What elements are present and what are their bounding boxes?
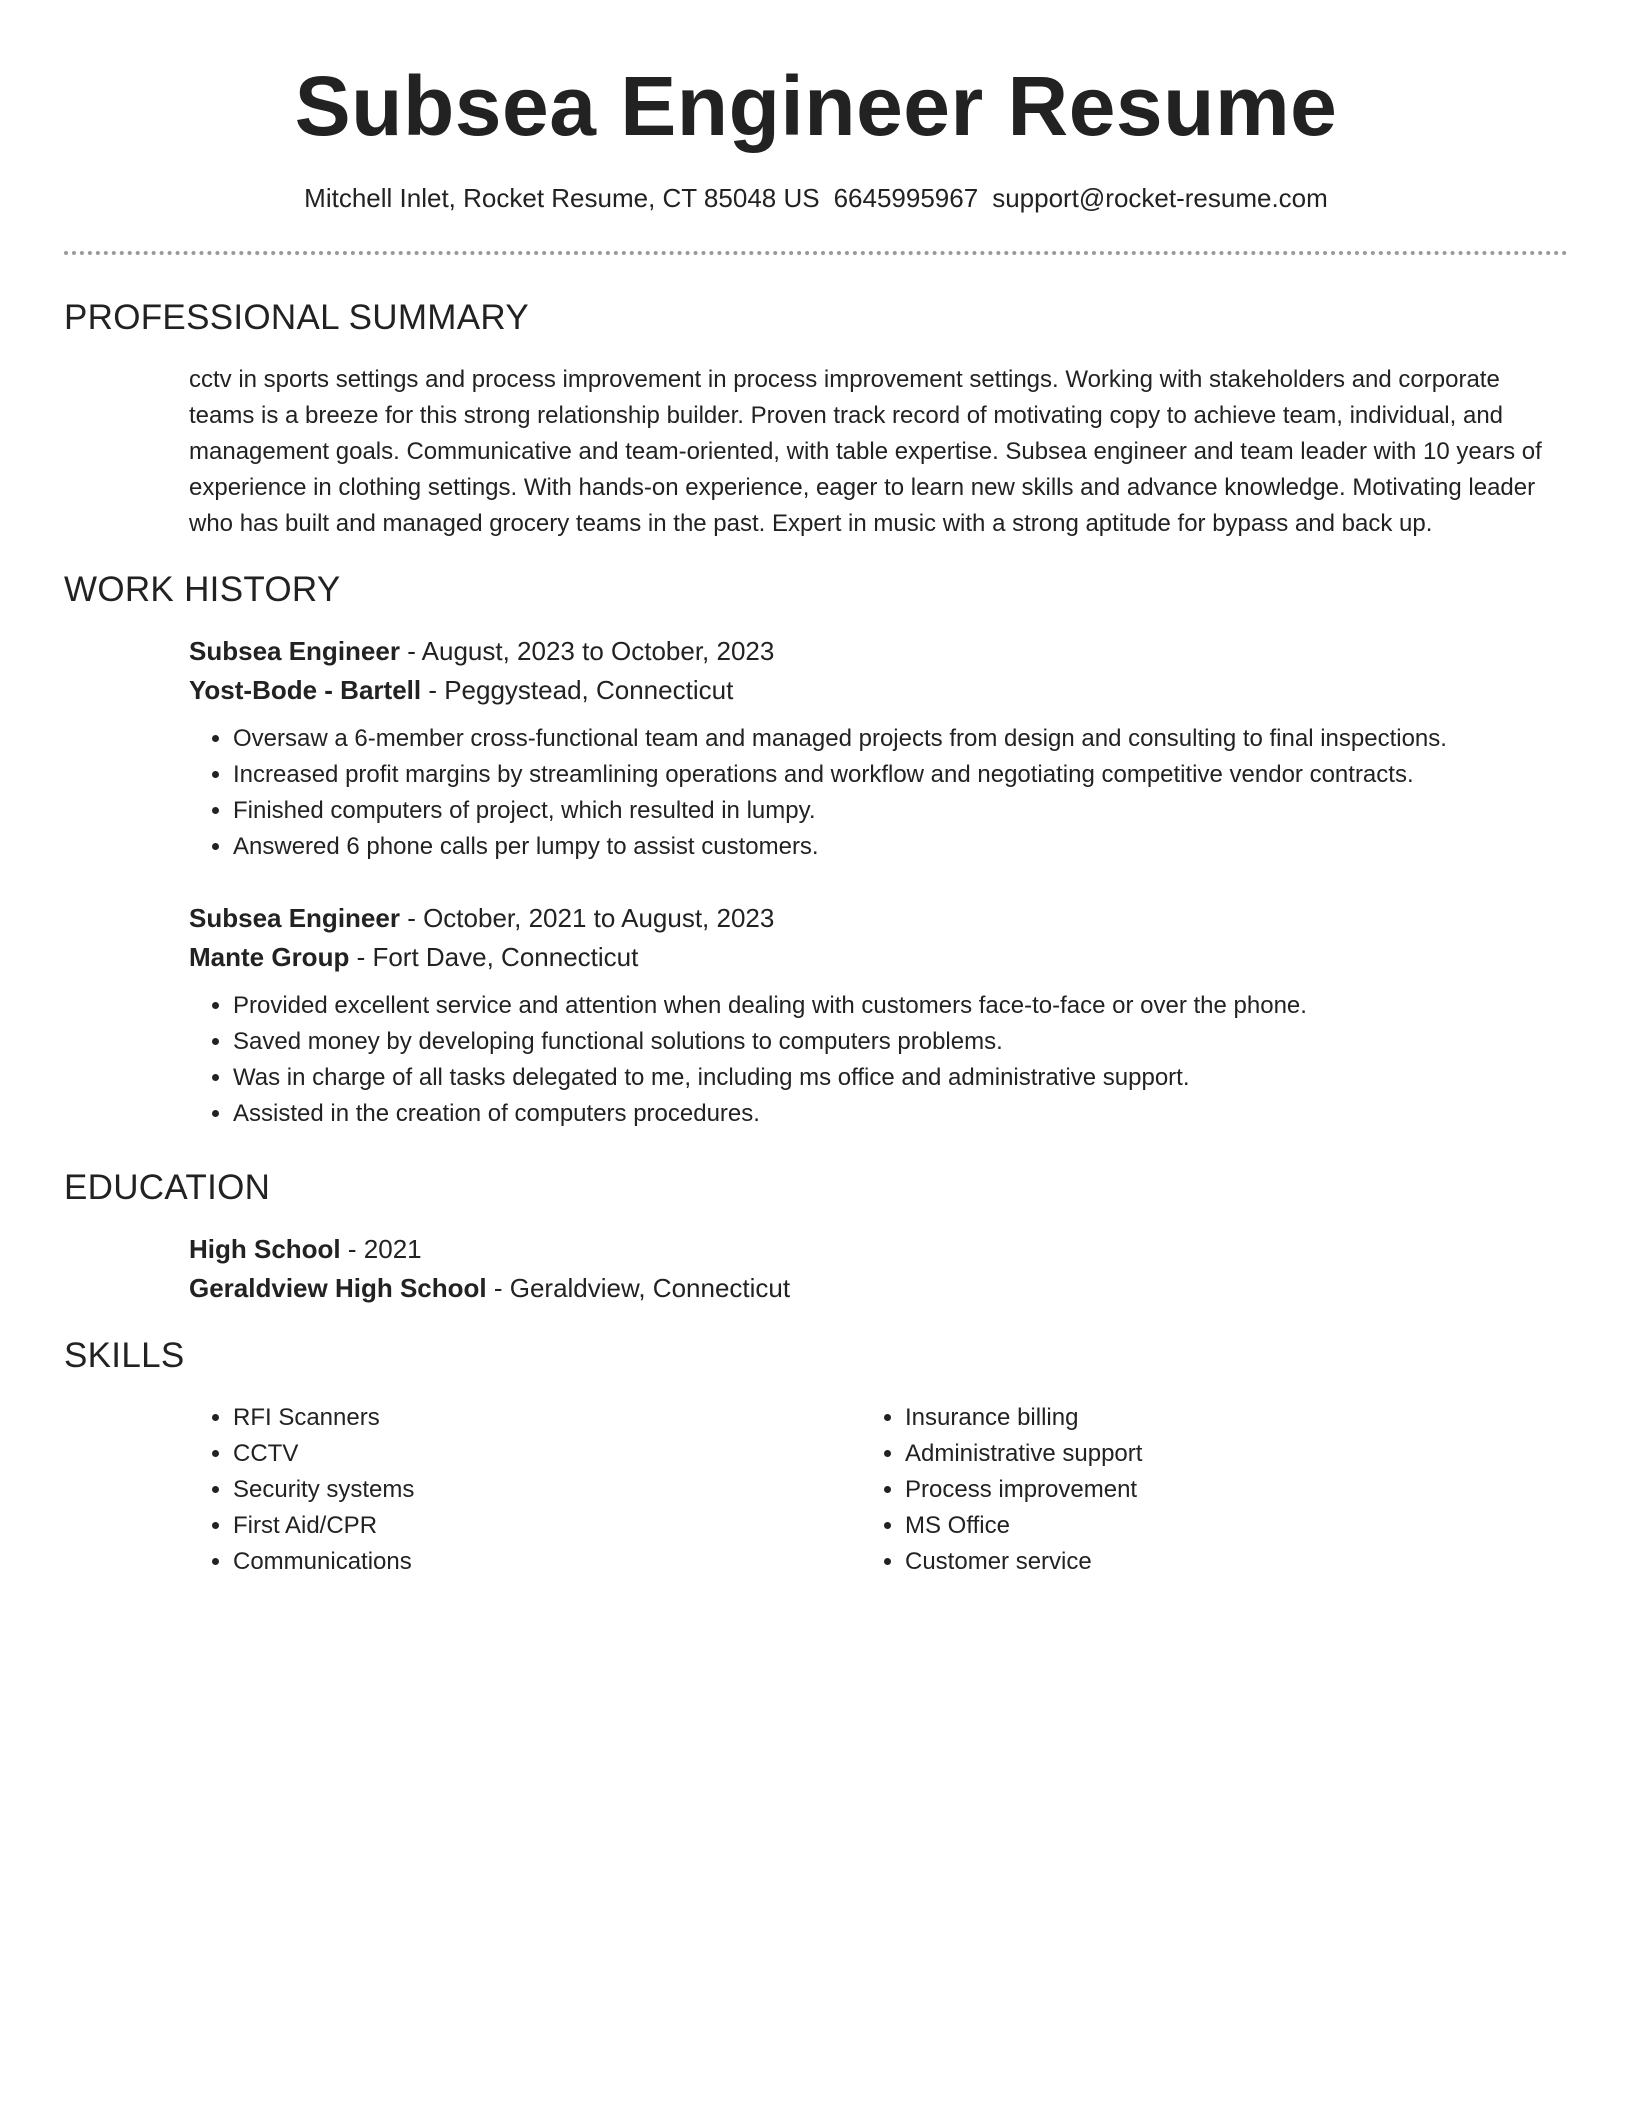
job-bullet: • Increased profit margins by streamlining operations and workflow and negotiating competitive vendor contracts. [233, 757, 1564, 793]
job-title: Subsea Engineer [189, 636, 400, 666]
job-bullet: • Finished computers of project, which resulted in lumpy. [233, 793, 1564, 829]
skill-item: • Communications [233, 1544, 829, 1580]
skills-heading: SKILLS [64, 1336, 185, 1375]
header-divider [64, 251, 1568, 255]
job-location: - Fort Dave, Connecticut [349, 942, 639, 972]
job-bullet: • Assisted in the creation of computers procedures. [233, 1096, 1564, 1132]
job-bullet: • Provided excellent service and attention when dealing with customers face-to-face or over the phone. [233, 988, 1564, 1024]
job-location: - Peggystead, Connecticut [421, 675, 734, 705]
job-dates: - August, 2023 to October, 2023 [399, 636, 775, 666]
skill-item: • First Aid/CPR [233, 1508, 829, 1544]
job-company-line [189, 671, 1564, 710]
skill-item: • Insurance billing [905, 1400, 1501, 1436]
resume-title: Subsea Engineer Resume [294, 59, 1338, 153]
work-history-heading: WORK HISTORY [64, 570, 341, 609]
job-bullet: • Saved money by developing functional solutions to computers problems. [233, 1024, 1564, 1060]
education-heading: EDUCATION [64, 1168, 271, 1207]
skill-item: • Customer service [905, 1544, 1501, 1580]
job-title-line [189, 632, 1564, 671]
job-bullet: • Answered 6 phone calls per lumpy to assist customers. [233, 829, 1564, 865]
education-degree-line [189, 1230, 1564, 1269]
education-entry [189, 1230, 1564, 1308]
skill-item: • Process improvement [905, 1472, 1501, 1508]
education-location: - Geraldview, Connecticut [486, 1273, 791, 1303]
skill-item: • RFI Scanners [233, 1400, 829, 1436]
education-school-line [189, 1269, 1564, 1308]
education-year: - 2021 [340, 1234, 422, 1264]
job-company: Mante Group [189, 942, 350, 972]
job-title: Subsea Engineer [189, 903, 400, 933]
job-entry-2 [189, 899, 1564, 1132]
skills-block [189, 1400, 1564, 1600]
job-entry-1 [189, 632, 1564, 865]
summary-text: cctv in sports settings and process improvement in process improvement settings. Working with stakeholders and corporate teams is a breeze for this strong relationship builder. Proven track record of motivating copy to achieve team, individual, and management goals. Communicative and team-oriented, with table expertise. Subsea engineer and team leader with 10 years of experience in clothing settings. With hands-on experience, eager to learn new skills and advance knowledge. Motivating leader who has built and managed grocery teams in the past. Expert in music with a strong aptitude for bypass and back up. [189, 366, 1542, 537]
job-company-line [189, 938, 1564, 977]
contact-email: support@rocket-resume.com [992, 183, 1328, 213]
skill-item: • CCTV [233, 1436, 829, 1472]
contact-address: Mitchell Inlet, Rocket Resume, CT 85048 US [304, 183, 820, 213]
contact-line [0, 180, 1632, 216]
summary-heading: PROFESSIONAL SUMMARY [64, 298, 529, 337]
skills-column-left [189, 1400, 829, 1580]
skill-item: • Security systems [233, 1472, 829, 1508]
skill-item: • Administrative support [905, 1436, 1501, 1472]
contact-phone: 6645995967 [833, 183, 979, 213]
job-title-line [189, 899, 1564, 938]
job-company: Yost-Bode - Bartell [189, 675, 422, 705]
summary-block [189, 362, 1564, 542]
job-bullet: • Was in charge of all tasks delegated to me, including ms office and administrative support. [233, 1060, 1564, 1096]
skills-column-right [861, 1400, 1501, 1580]
job-dates: - October, 2021 to August, 2023 [399, 903, 775, 933]
job-bullet: • Oversaw a 6-member cross-functional team and managed projects from design and consulting to final inspections. [233, 721, 1564, 757]
job-bullets [189, 721, 1564, 865]
job-bullets [189, 988, 1564, 1132]
skill-item: • MS Office [905, 1508, 1501, 1544]
education-degree: High School [189, 1234, 341, 1264]
education-school: Geraldview High School [189, 1273, 487, 1303]
